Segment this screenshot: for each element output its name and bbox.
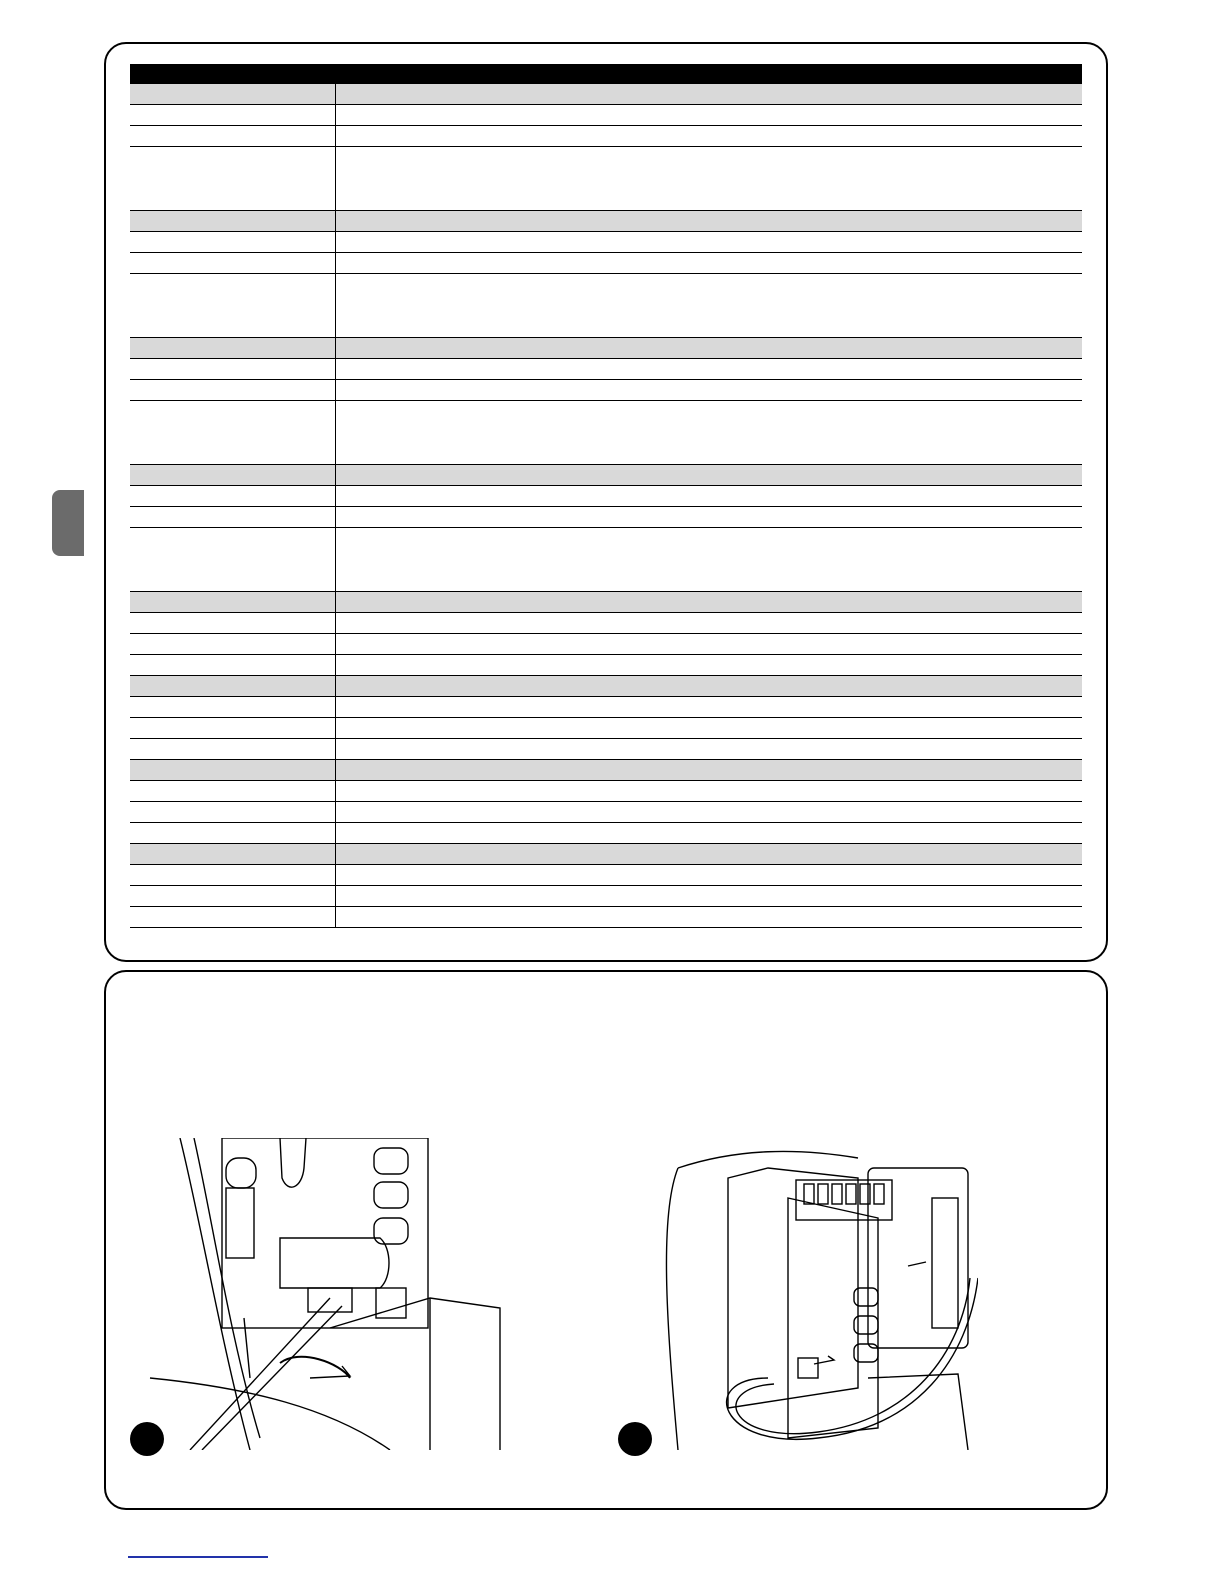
section-label xyxy=(130,844,336,864)
row-label xyxy=(130,486,336,506)
row-value xyxy=(336,401,1082,464)
table-row xyxy=(130,907,1082,928)
row-label xyxy=(130,507,336,527)
receiver-module-connector-illustration xyxy=(618,1138,978,1450)
row-value xyxy=(336,253,1082,273)
row-value xyxy=(336,147,1082,210)
section-label xyxy=(130,84,336,104)
table-section-header xyxy=(130,592,1082,613)
table-row xyxy=(130,886,1082,907)
row-value xyxy=(336,865,1082,885)
section-value xyxy=(336,338,1082,358)
figure-marker-a xyxy=(130,1422,164,1456)
table-row xyxy=(130,359,1082,380)
row-label xyxy=(130,718,336,738)
table-row xyxy=(130,507,1082,528)
row-value xyxy=(336,105,1082,125)
row-label xyxy=(130,865,336,885)
section-value xyxy=(336,592,1082,612)
row-value xyxy=(336,802,1082,822)
table-section-header xyxy=(130,760,1082,781)
row-label xyxy=(130,147,336,210)
row-value xyxy=(336,380,1082,400)
row-label xyxy=(130,274,336,337)
table-section-header xyxy=(130,211,1082,232)
spec-table xyxy=(130,64,1082,928)
row-label xyxy=(130,886,336,906)
section-value xyxy=(336,760,1082,780)
row-value xyxy=(336,232,1082,252)
row-value xyxy=(336,886,1082,906)
row-label xyxy=(130,802,336,822)
row-value xyxy=(336,823,1082,843)
table-section-header xyxy=(130,338,1082,359)
table-section-header xyxy=(130,84,1082,105)
row-value xyxy=(336,739,1082,759)
row-value xyxy=(336,697,1082,717)
section-value xyxy=(336,465,1082,485)
table-row xyxy=(130,613,1082,634)
table-row xyxy=(130,634,1082,655)
row-label xyxy=(130,781,336,801)
table-section-header xyxy=(130,465,1082,486)
row-label xyxy=(130,907,336,927)
table-row xyxy=(130,232,1082,253)
row-value xyxy=(336,359,1082,379)
row-value xyxy=(336,126,1082,146)
table-row xyxy=(130,380,1082,401)
screwdriver-removing-cover-illustration xyxy=(130,1138,510,1450)
table-row xyxy=(130,105,1082,126)
table-row xyxy=(130,401,1082,465)
table-row xyxy=(130,486,1082,507)
table-row xyxy=(130,253,1082,274)
row-value xyxy=(336,507,1082,527)
table-row xyxy=(130,823,1082,844)
row-value xyxy=(336,528,1082,591)
section-label xyxy=(130,592,336,612)
row-value xyxy=(336,781,1082,801)
row-label xyxy=(130,823,336,843)
section-value xyxy=(336,844,1082,864)
row-label xyxy=(130,126,336,146)
table-row xyxy=(130,126,1082,147)
row-label xyxy=(130,253,336,273)
section-label xyxy=(130,676,336,696)
row-label xyxy=(130,380,336,400)
section-label xyxy=(130,465,336,485)
row-value xyxy=(336,613,1082,633)
table-row xyxy=(130,781,1082,802)
row-value xyxy=(336,718,1082,738)
table-section-header xyxy=(130,676,1082,697)
row-value xyxy=(336,634,1082,654)
table-row xyxy=(130,147,1082,211)
table-row xyxy=(130,697,1082,718)
row-value xyxy=(336,274,1082,337)
section-value xyxy=(336,84,1082,104)
row-label xyxy=(130,697,336,717)
footer-link-underline xyxy=(128,1556,268,1558)
section-label xyxy=(130,760,336,780)
table-row xyxy=(130,655,1082,676)
table-row xyxy=(130,865,1082,886)
row-label xyxy=(130,359,336,379)
row-value xyxy=(336,486,1082,506)
row-label xyxy=(130,232,336,252)
row-label xyxy=(130,105,336,125)
row-label xyxy=(130,739,336,759)
table-row xyxy=(130,528,1082,592)
section-label xyxy=(130,211,336,231)
figure-marker-b xyxy=(618,1422,652,1456)
row-label xyxy=(130,528,336,591)
table-row xyxy=(130,274,1082,338)
row-label xyxy=(130,401,336,464)
row-value xyxy=(336,655,1082,675)
row-label xyxy=(130,634,336,654)
section-value xyxy=(336,211,1082,231)
side-language-tab xyxy=(52,490,84,556)
table-section-header xyxy=(130,844,1082,865)
table-row xyxy=(130,718,1082,739)
table-header-bar xyxy=(130,64,1082,84)
table-row xyxy=(130,802,1082,823)
table-row xyxy=(130,739,1082,760)
section-label xyxy=(130,338,336,358)
row-label xyxy=(130,613,336,633)
section-value xyxy=(336,676,1082,696)
row-label xyxy=(130,655,336,675)
row-value xyxy=(336,907,1082,927)
